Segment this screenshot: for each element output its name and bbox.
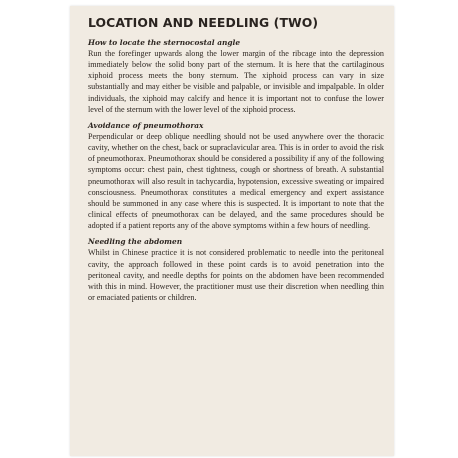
section-heading: Needling the abdomen [88,237,183,247]
section-body: Whilst in Chinese practice it is not considered problematic to needle into the peritoneal cavity, the approach followed in these point cards is to avoid penetration into the peritoneal cavity, and needle depths for points on the abdomen have been recommended with this in mind. However, the practitioner must use their discretion when needling thin or emaciated patients or children. [88,248,384,302]
section-sternocostal-angle [88,38,384,115]
section-pneumothorax [88,121,384,231]
section-body: Perpendicular or deep oblique needling should not be used anywhere over the thoracic cavity, whether on the chest, back or supraclavicular area. This is in order to avoid the risk of pneumothorax. Pneumothorax should be considered a possibility if any of the following symptoms occur: chest pain, chest tightness, cough or shortness of breath. A substantial pneumothorax will also result in tachycardia, hypotension, excessive sweating or impaired consciousness. Pneumothorax constitutes a medical emergency and expert assistance should be summoned in any case where this is suspected. It is important to note that the clinical effects of pneumothorax can be delayed, and the same procedures should be adopted if a patient reports any of the above symptoms within a few hours of needling. [88,131,384,231]
section-body: Run the forefinger upwards along the lower margin of the ribcage into the depression immediately below the solid bony part of the sternum. It is here that the cartilaginous xiphoid process meets the bony sternum. The xiphoid process can vary in size substantially and may either be visible and palpable, or invisible and impalpable. In older individuals, the xiphoid may calcify and hence it is important not to confuse the lower level of the sternum with the lower level of the xiphoid process. [88,49,384,114]
point-card [70,6,394,456]
section-heading: How to locate the sternocostal angle [88,38,241,47]
card-title: LOCATION AND NEEDLING (TWO) [88,15,319,30]
section-heading: Avoidance of pneumothorax [88,120,204,130]
section-abdomen [88,237,384,303]
